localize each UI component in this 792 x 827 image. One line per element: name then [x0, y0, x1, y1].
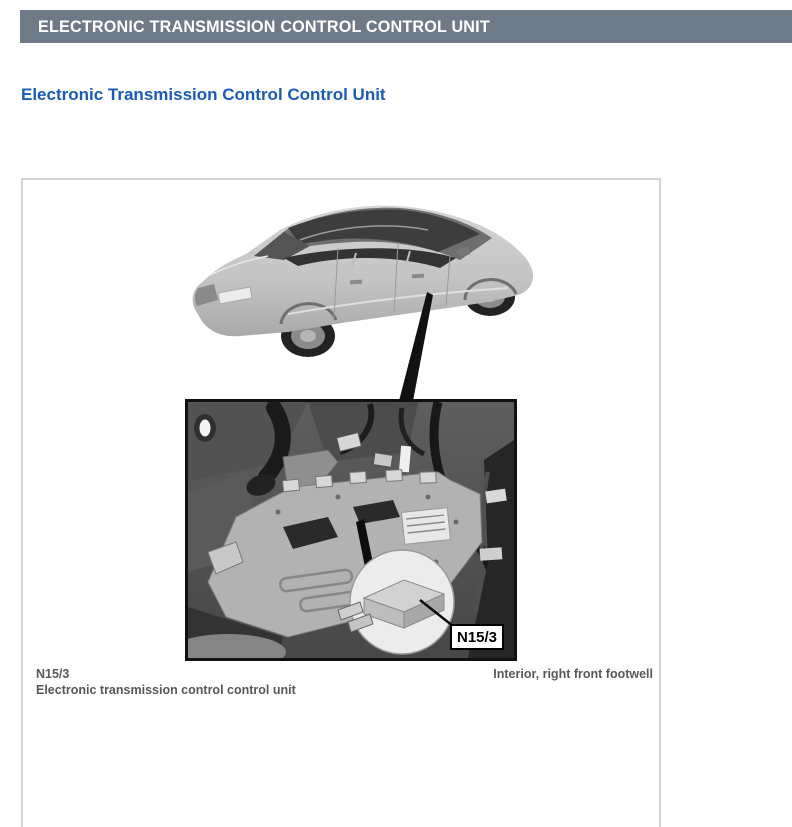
section-title: ELECTRONIC TRANSMISSION CONTROL CONTROL UNIT — [38, 16, 490, 36]
caption-description: Electronic transmission control control unit — [36, 683, 296, 697]
page-title: Electronic Transmission Control Control Unit — [21, 85, 386, 104]
component-label: N15/3 — [450, 624, 504, 650]
figure-caption — [36, 666, 653, 698]
car-illustration — [188, 196, 538, 371]
figure-box — [21, 178, 661, 827]
section-header-bar — [20, 10, 792, 43]
caption-location: Interior, right front footwell — [493, 667, 653, 681]
caption-code: N15/3 — [36, 667, 70, 681]
caption-left — [36, 666, 296, 698]
footwell-photo-graphic — [188, 402, 514, 658]
footwell-photo — [185, 399, 517, 661]
